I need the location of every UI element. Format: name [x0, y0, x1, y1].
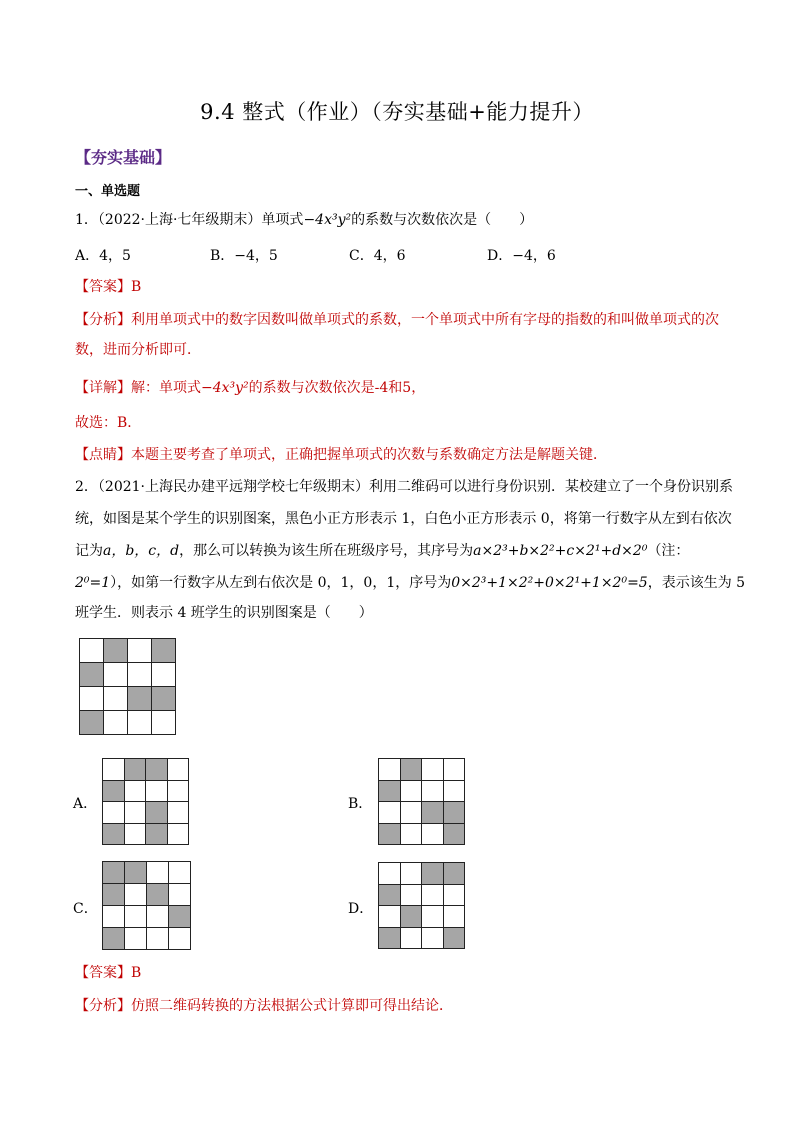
q1-stem-prefix: 1．（2022·上海·七年级期末）单项式	[75, 212, 304, 228]
example-cell-white	[152, 711, 176, 735]
q1-choice: 故选：B．	[75, 415, 142, 431]
option-d-cell-white	[422, 885, 444, 907]
q1-answer	[75, 277, 141, 297]
option-a-cell-white	[146, 781, 168, 803]
option-a-cell-white	[168, 759, 190, 781]
option-d-cell-white	[422, 906, 444, 928]
option-d-cell-white	[401, 885, 423, 907]
option-a-cell-black	[103, 824, 125, 846]
q1-analysis-line1: 利用单项式中的数字因数叫做单项式的系数，一个单项式中所有字母的指数的和叫做单项式的次	[131, 312, 719, 328]
example-cell-black	[80, 711, 104, 735]
q2-answer	[75, 963, 141, 983]
example-cell-black	[104, 639, 128, 663]
option-a-cell-black	[146, 824, 168, 846]
option-d-pattern-grid[interactable]	[378, 862, 465, 949]
q1-analysis-tag: 【分析】	[75, 312, 131, 328]
example-cell-white	[128, 711, 152, 735]
option-c-cell-white	[169, 884, 191, 906]
option-c-cell-black	[169, 906, 191, 928]
example-cell-white	[80, 639, 104, 663]
q2-note: 2⁰=1	[75, 575, 111, 591]
option-b-cell-white	[444, 759, 466, 781]
option-c-cell-white	[125, 928, 147, 950]
q2-line1: 2．（2021·上海民办建平远翔学校七年级期末）利用二维码可以进行身份识别．某校建立了一个身份识别系	[75, 479, 733, 495]
q2-line4-mid: ），如第一行数字从左到右依次是 0，1，0，1，序号为	[110, 575, 452, 591]
option-b-cell-white	[379, 759, 401, 781]
example-cell-white	[128, 639, 152, 663]
example-cell-white	[152, 663, 176, 687]
q2-formula: a×2³+b×2²+c×2¹+d×2⁰	[473, 543, 648, 559]
option-d-cell-white	[444, 885, 466, 907]
q1-option-a: A．4，5	[75, 248, 131, 264]
q1-detail-pre: 解：单项式	[131, 380, 201, 396]
q1-detail	[75, 378, 425, 398]
example-cell-white	[80, 687, 104, 711]
option-a-pattern-grid[interactable]	[102, 758, 189, 845]
option-d-cell-black	[422, 863, 444, 885]
option-c-cell-white	[169, 862, 191, 884]
option-d-cell-white	[444, 906, 466, 928]
q1-analysis	[75, 310, 719, 330]
option-b-cell-white	[401, 824, 423, 846]
option-b-cell-white	[401, 781, 423, 803]
option-a-cell-white	[168, 802, 190, 824]
q2-option-b-label: B．	[348, 796, 373, 812]
q2-line4	[75, 573, 745, 593]
option-b-cell-white	[422, 759, 444, 781]
option-b-cell-white	[422, 824, 444, 846]
option-a-cell-black	[103, 781, 125, 803]
q1-option-b: B．−4，5	[210, 248, 278, 264]
option-c-cell-white	[147, 928, 169, 950]
page-title: 9.4 整式（作业）（夯实基础+能力提升）	[200, 100, 594, 124]
q2-option-c-label: C．	[73, 901, 98, 917]
option-c-cell-white	[147, 862, 169, 884]
q1-answer-tag: 【答案】	[75, 279, 131, 295]
example-cell-white	[104, 687, 128, 711]
q1-option-c: C．4，6	[349, 248, 406, 264]
option-a-cell-white	[125, 781, 147, 803]
q1-detail-expression: −4x³y²	[201, 380, 249, 396]
option-c-cell-black	[103, 862, 125, 884]
option-c-cell-black	[147, 884, 169, 906]
option-a-cell-white	[103, 802, 125, 824]
q2-example-formula: 0×2³+1×2²+0×2¹+1×2⁰=5	[451, 575, 648, 591]
example-cell-white	[104, 711, 128, 735]
option-b-cell-black	[422, 802, 444, 824]
q2-analysis-text: 仿照二维码转换的方法根据公式计算即可得出结论．	[131, 998, 453, 1014]
option-c-cell-white	[125, 906, 147, 928]
q2-line5: 班学生．则表示 4 班学生的识别图案是（ ）	[75, 605, 373, 621]
question-type-heading: 一、单选题	[75, 184, 141, 199]
option-b-cell-white	[379, 802, 401, 824]
q1-comment	[75, 445, 607, 465]
q2-answer-tag: 【答案】	[75, 965, 131, 981]
example-cell-white	[104, 663, 128, 687]
q1-detail-post: 的系数与次数依次是-4和5，	[248, 380, 426, 396]
option-b-cell-white	[444, 781, 466, 803]
q1-detail-tag: 【详解】	[75, 380, 131, 396]
q2-line3-mid: ，那么可以转换为该生所在班级序号，其序号为	[179, 543, 474, 559]
option-a-cell-white	[168, 824, 190, 846]
option-c-pattern-grid[interactable]	[102, 861, 191, 950]
q2-option-a-label: A．	[73, 796, 98, 812]
option-c-cell-black	[103, 928, 125, 950]
q1-answer-value: B	[131, 279, 142, 295]
q1-comment-text: 本题主要考查了单项式，正确把握单项式的次数与系数确定方法是解题关键．	[131, 447, 607, 463]
option-a-cell-white	[125, 802, 147, 824]
example-cell-black	[80, 663, 104, 687]
section-heading: 【夯实基础】	[75, 148, 172, 167]
q1-expression: −4x³y²	[303, 212, 352, 228]
option-c-cell-white	[125, 884, 147, 906]
option-b-cell-white	[401, 802, 423, 824]
option-a-cell-white	[125, 824, 147, 846]
option-b-cell-white	[422, 781, 444, 803]
q1-option-d: D．−4，6	[487, 248, 556, 264]
option-b-cell-black	[401, 759, 423, 781]
q2-line4-post: ，表示该生为 5	[647, 575, 746, 591]
q2-line3-post: （注：	[647, 543, 690, 559]
option-d-cell-white	[401, 928, 423, 950]
option-c-cell-black	[103, 884, 125, 906]
example-cell-black	[128, 687, 152, 711]
q1-stem-suffix: 的系数与次数依次是（ ）	[351, 212, 534, 228]
q1-analysis-line2: 数，进而分析即可．	[75, 342, 201, 358]
option-d-cell-black	[444, 928, 466, 950]
q2-answer-value: B	[131, 965, 142, 981]
option-b-cell-black	[379, 781, 401, 803]
option-c-cell-white	[169, 928, 191, 950]
q2-option-d-label: D．	[348, 901, 374, 917]
option-d-cell-black	[401, 906, 423, 928]
option-a-cell-white	[168, 781, 190, 803]
q1-comment-tag: 【点睛】	[75, 447, 131, 463]
option-a-cell-black	[125, 759, 147, 781]
option-c-cell-black	[125, 862, 147, 884]
option-a-cell-white	[103, 759, 125, 781]
option-d-cell-black	[379, 928, 401, 950]
option-a-cell-black	[146, 802, 168, 824]
example-cell-black	[152, 687, 176, 711]
q2-analysis	[75, 996, 453, 1016]
option-d-cell-white	[401, 863, 423, 885]
option-d-cell-white	[422, 928, 444, 950]
option-d-cell-black	[444, 863, 466, 885]
option-d-cell-white	[379, 906, 401, 928]
option-b-pattern-grid[interactable]	[378, 758, 465, 845]
option-b-cell-black	[444, 824, 466, 846]
q2-line2: 统，如图是某个学生的识别图案，黑色小正方形表示 1，白色小正方形表示 0，将第一行数字从左到右依次	[75, 511, 732, 527]
option-d-cell-black	[379, 885, 401, 907]
option-b-cell-black	[444, 802, 466, 824]
q2-analysis-tag: 【分析】	[75, 998, 131, 1014]
q2-line3	[75, 541, 689, 561]
option-d-cell-white	[379, 863, 401, 885]
example-cell-white	[128, 663, 152, 687]
option-c-cell-white	[103, 906, 125, 928]
q1-stem	[75, 210, 533, 230]
option-b-cell-black	[379, 824, 401, 846]
option-a-cell-black	[146, 759, 168, 781]
example-cell-black	[152, 639, 176, 663]
q2-line3-vars: a，b，c，d	[103, 543, 180, 559]
q2-line3-pre: 记为	[75, 543, 103, 559]
option-c-cell-white	[147, 906, 169, 928]
example-pattern-grid	[79, 638, 176, 735]
